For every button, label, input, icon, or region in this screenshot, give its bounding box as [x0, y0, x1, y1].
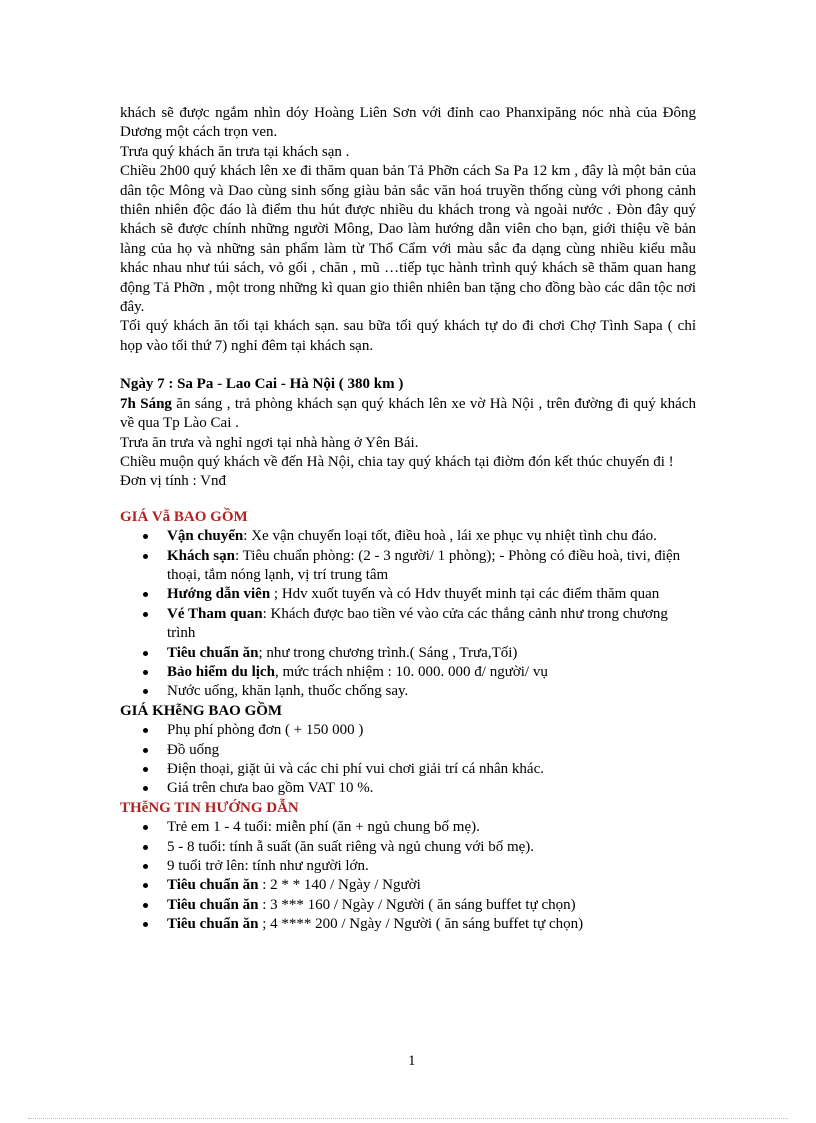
list-item: Điện thoại, giặt ủi và các chi phí vui chơi giải trí cá nhân khác.: [167, 760, 696, 779]
included-heading: GIÁ Vẫ BAO GỒM: [120, 508, 248, 525]
list-item: [167, 818, 696, 837]
page-boundary-divider: [28, 1118, 788, 1119]
list-item: [167, 605, 696, 644]
page-number: 1: [408, 1053, 416, 1069]
item-text: : Tiêu chuẩn phòng: (2 - 3 người/ 1 phòng); - Phòng có điều hoà, tivi, điện thoại, tắm nóng lạnh, vị trí trung tâm: [167, 547, 681, 583]
list-item: [167, 527, 696, 546]
item-label: Tiêu chuẩn ăn: [167, 644, 259, 661]
item-label: Tiêu chuẩn ăn: [167, 877, 259, 894]
spacer: [120, 492, 696, 508]
item-text: : 3 *** 160 / Ngày / Người ( ăn sáng buffet tự chọn): [258, 896, 576, 913]
list-item: [167, 857, 696, 876]
document-page: [120, 104, 696, 935]
list-item: Giá trên chưa bao gồm VAT 10 %.: [167, 779, 696, 798]
day7-morning-text: ăn sáng , trả phòng khách sạn quý khách lên xe vờ Hà Nội , trên đường đi quý khách về qua Tp Lào Cai .: [120, 395, 696, 432]
day7-morning: [120, 395, 696, 434]
list-item: [167, 915, 696, 934]
item-text: Nước uống, khăn lạnh, thuốc chống say.: [167, 683, 409, 700]
list-item: [167, 585, 696, 604]
list-item: [167, 682, 696, 701]
list-item: Phụ phí phòng đơn ( + 150 000 ): [167, 721, 696, 740]
item-text: ; 4 **** 200 / Ngày / Người ( ăn sáng buffet tự chọn): [258, 916, 584, 933]
excluded-heading: GIÁ KHễNG BAO GỒM: [120, 702, 283, 719]
item-label: Tiêu chuẩn ăn: [167, 916, 259, 933]
item-text: ; như trong chương trình.( Sáng , Trưa,Tối): [258, 644, 518, 661]
item-label: Vận chuyển: [167, 528, 244, 545]
item-text: Trẻ em 1 - 4 tuổi: miễn phí (ăn + ngủ chung bố mẹ).: [167, 819, 480, 836]
item-label: Hướng dẫn viên: [167, 586, 271, 603]
day7-title: Ngày 7 : Sa Pa - Lao Cai - Hà Nội ( 380 km ): [120, 376, 404, 393]
list-item: [167, 876, 696, 895]
info-heading: THễNG TIN HƯỚNG DẪN: [120, 799, 299, 816]
paragraph-lunch: Trưa quý khách ăn trưa tại khách sạn .: [120, 143, 350, 160]
list-item: [167, 896, 696, 915]
list-item: [167, 644, 696, 663]
list-item: [167, 547, 696, 586]
day7-morning-label: 7h Sáng: [120, 395, 172, 412]
list-item: Đồ uống: [167, 741, 696, 760]
day7-afternoon: Chiều muộn quý khách về đến Hà Nội, chia tay quý khách tại điờm đón kết thúc chuyến đi !: [120, 453, 674, 470]
item-text: : Xe vận chuyển loại tốt, điều hoà , lái xe phục vụ nhiệt tình chu đáo.: [243, 528, 657, 545]
info-list: [120, 818, 696, 934]
included-list: [120, 527, 696, 702]
list-item: [167, 663, 696, 682]
paragraph-afternoon: Chiều 2h00 quý khách lên xe đi thăm quan bản Tả Phỡn cách Sa Pa 12 km , đây là một bản của dân tộc Mông và Dao cùng sinh sống giàu bản sắc văn hoá truyền thống cùng với phong cảnh thiên nhiên độc đáo là điểm thu hút được nhiều du khách trong và ngoài nước . Đòn đây quý khách sẽ được chính những người Mông, Dao làm hướng dẫn viên cho bạn, giới thiệu về bản làng của họ và những sản phẩm làm từ Thổ Cẩm với màu sắc đa dạng cùng nhiều kiểu mẫu khác nhau như túi sách, vỏ gối , chăn , mũ …tiếp tục hành trình quý khách sẽ thăm quan hang động Tả Phỡn , một trong những kì quan gio thiên nhiên ban tặng cho đồng bào các dân tộc nơi đây.: [120, 163, 696, 316]
item-text: 5 - 8 tuổi: tính ẵ suất (ăn suất riêng và ngủ chung với bố mẹ).: [167, 838, 535, 855]
item-label: Tiêu chuẩn ăn: [167, 896, 259, 913]
item-label: Bảo hiểm du lịch: [167, 663, 275, 680]
excluded-list: [120, 721, 696, 799]
item-text: : 2 * * 140 / Ngày / Người: [258, 877, 421, 894]
paragraph-view: khách sẽ được ngắm nhìn dóy Hoàng Liên Sơn với đỉnh cao Phanxipăng nóc nhà của Đông Dương một cách trọn ven.: [120, 105, 696, 141]
list-item: [167, 838, 696, 857]
item-text: 9 tuổi trở lên: tính như người lớn.: [167, 858, 369, 875]
item-label: Khách sạn: [167, 547, 235, 564]
item-text: : Khách được bao tiền vé vào cửa các thắng cảnh như trong chương trình: [167, 605, 668, 642]
item-text: ; Hdv xuốt tuyến và có Hdv thuyết minh tại các điểm thăm quan: [270, 586, 660, 603]
item-label: Vé Tham quan: [167, 605, 263, 622]
day7-unit: Đơn vị tính : Vnđ: [120, 473, 226, 490]
day7-lunch: Trưa ăn trưa và nghỉ ngơi tại nhà hàng ở Yên Bái.: [120, 434, 419, 451]
item-text: , mức trách nhiệm : 10. 000. 000 đ/ người/ vụ: [274, 663, 548, 680]
paragraph-evening: Tối quý khách ăn tối tại khách sạn. sau bữa tối quý khách tự do đi chơi Chợ Tình Sapa ( chỉ họp vào tối thứ 7) nghỉ đêm tại khách sạn.: [120, 318, 696, 354]
